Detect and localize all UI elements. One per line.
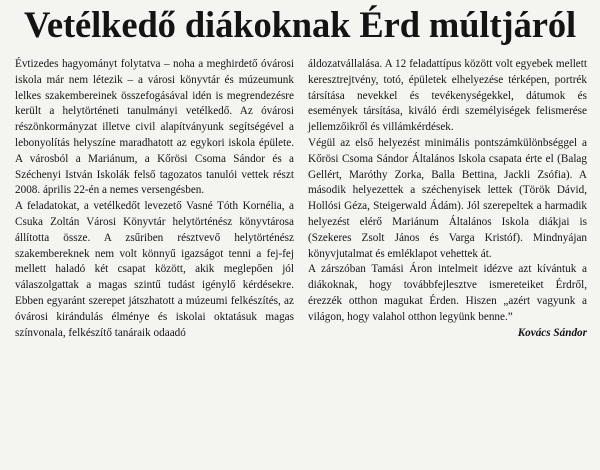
right-column <box>308 57 587 467</box>
paragraph: A zárszóban Tamási Áron intelmeit idézve azt kívántuk a diákoknak, hogy továbbfejlesztve ismereteiket Érdről, érezzék otthon magukat Érden. Hiszen „azért vagyunk a világon, hogy valahol otthon legyünk benne.” <box>308 263 587 323</box>
left-column <box>15 57 294 467</box>
paragraph: A feladatokat, a vetélkedőt levezető Vasné Tóth Kornélia, a Csuka Zoltán Városi Könyvtár helytörténész könyvtárosa állította össze. A zsűriben résztvevő helytörténész szakembereknek nem volt könnyű igazságot tenni a fej-fej mellett haladó két csapat között, akik meglepően jól válaszolgattak a magas szintű tudást igénylő kérdésekre. Ebben egyaránt szerepet játszhatott a múzeumi felkészítés, az óvárosi kirándulás élménye és iskolai oktatásuk magas színvonala, felkészítő tanáraik odaadó <box>15 200 294 339</box>
paragraph: Végül az első helyezést minimális pontszámkülönbséggel a Kőrösi Csoma Sándor Általános Iskola csapata érte el (Balag Gellért, Maróthy Zorka, Balla Bettina, Jackli Zsófia). A második helyezettek a széchenyisek lettek (Török Dávid, Hollósi Géza, Steigerwald Ádám). Jól szerepeltek a harmadik helyezést elérő Mariánum Általános Iskola diákjai is (Szekeres Zsolt János és Varga Kristóf). Mindnyájan könyvjutalmat és emléklapot vehettek át. <box>308 136 587 260</box>
article-headline: Vetélkedő diákoknak Érd múltjáról <box>23 4 577 45</box>
author-byline: Kovács Sándor <box>517 326 587 339</box>
paragraph: áldozatvállalása. A 12 feladattípus között volt egyebek mellett keresztrejtvény, totó, épületek elhelyezése térképen, portrék társítása nevekkel és tevékenységekkel, dátumok és események társítása, kiváló érdi személyiségek felismerése jellemzőikről és villámkérdések. <box>308 58 587 134</box>
article-body <box>15 57 587 467</box>
paragraph: Évtizedes hagyományt folytatva – noha a meghirdető óvárosi iskola már nem létezik – a városi könyvtár és múzeumunk lelkes szakembereinek összefogásával idén is megrendezésre került a helytörténeti tanulmányi vetélkedő. Az óvárosi részönkormányzat illetve civil alapítványunk segítségével a lebonyolítás helyszíne maradhatott az egykori iskola épülete. A városból a Mariánum, a Kőrösi Csoma Sándor és a Széchenyi István Iskolák felső tagozatos tanulói vettek részt 2008. április 22-én a nemes versengésben. <box>15 58 294 197</box>
